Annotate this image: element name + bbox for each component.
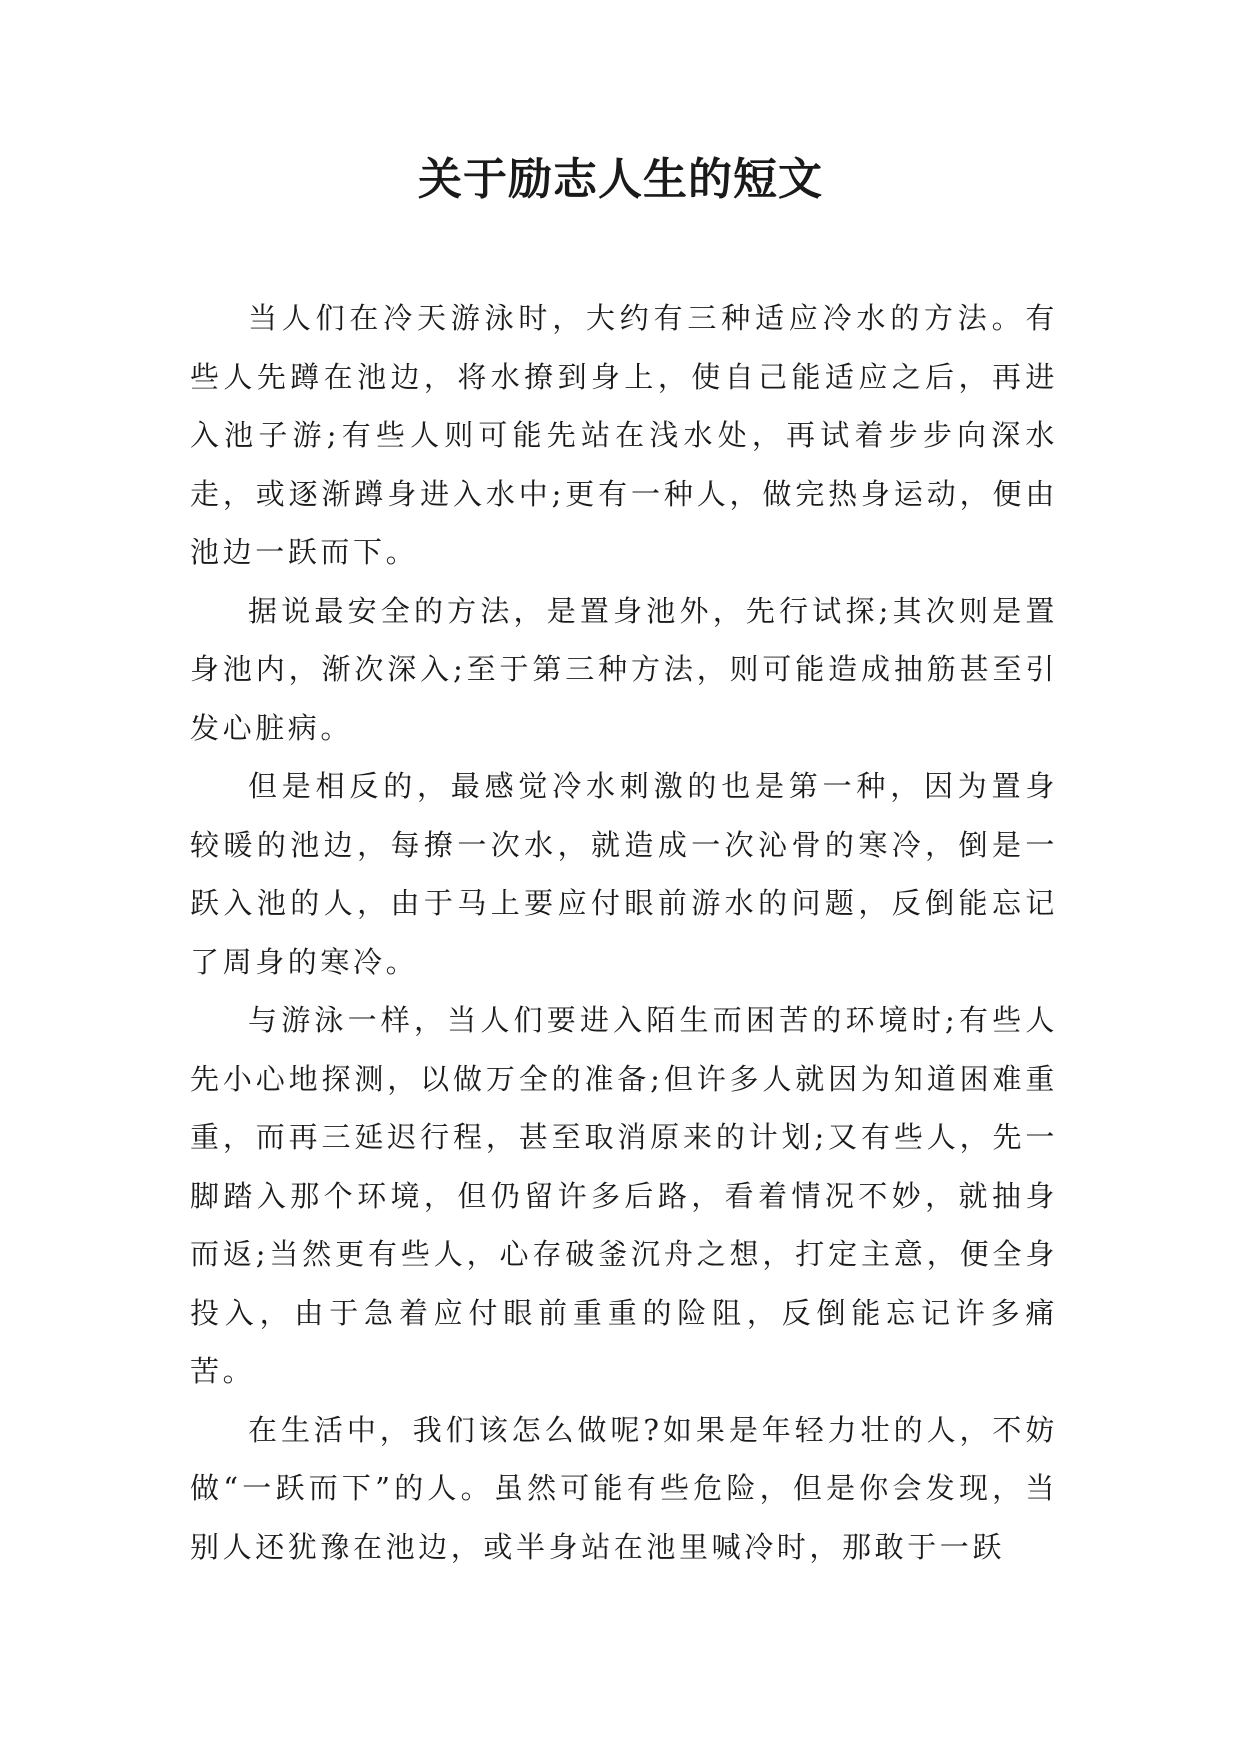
paragraph-2: 据说最安全的方法，是置身池外，先行试探;其次则是置身池内，渐次深入;至于第三种方法，则可能造成抽筋甚至引发心脏病。 — [190, 593, 1058, 745]
document-title: 关于励志人生的短文 — [418, 154, 823, 205]
paragraph-1: 当人们在冷天游泳时，大约有三种适应冷水的方法。有些人先蹲在池边，将水撩到身上，使自己能适应之后，再进入池子游;有些人则可能先站在浅水处，再试着步步向深水走，或逐渐蹲身进入水中;更有一种人，做完热身运动，便由池边一跃而下。 — [190, 301, 1058, 569]
paragraph-3: 但是相反的，最感觉冷水刺激的也是第一种，因为置身较暖的池边，每撩一次水，就造成一次沁骨的寒冷，倒是一跃入池的人，由于马上要应付眼前游水的问题，反倒能忘记了周身的寒冷。 — [190, 769, 1058, 979]
paragraph-4: 与游泳一样，当人们要进入陌生而困苦的环境时;有些人先小心地探测，以做万全的准备;但许多人就因为知道困难重重，而再三延迟行程，甚至取消原来的计划;又有些人，先一脚踏入那个环境，但仍留许多后路，看着情况不妙，就抽身而返;当然更有些人，心存破釜沉舟之想，打定主意，便全身投入，由于急着应付眼前重重的险阻，反倒能忘记许多痛苦。 — [190, 1003, 1058, 1388]
document-body — [190, 289, 1058, 1576]
paragraph-5: 在生活中，我们该怎么做呢?如果是年轻力壮的人，不妨做“一跃而下”的人。虽然可能有些危险，但是你会发现，当别人还犹豫在池边，或半身站在池里喊冷时，那敢于一跃 — [190, 1412, 1058, 1564]
